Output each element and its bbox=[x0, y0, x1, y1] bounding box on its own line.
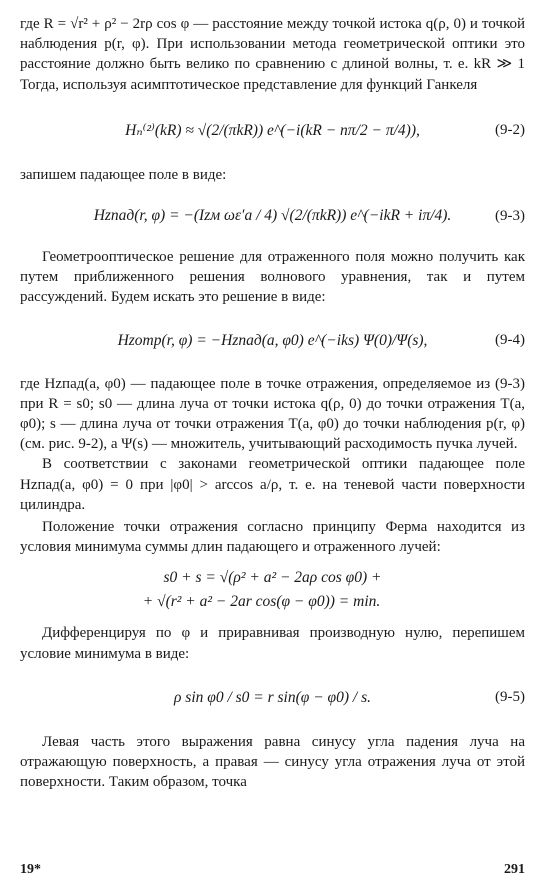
equation-9-3 bbox=[20, 185, 525, 247]
paragraph-5: В соответствии с законами геометрической оптики падающее поле Hzпад(a, φ0) = 0 при |φ0| > arccos a/ρ, т. е. на теневой части поверхности цилиндра. bbox=[20, 456, 525, 513]
paragraph-6: Положение точки отражения согласно принципу Ферма находится из условия минимума суммы длин падающего и отраженного лучей: bbox=[20, 519, 525, 556]
equation-9-4 bbox=[20, 308, 525, 374]
equation-9-3-number: (9-3) bbox=[495, 207, 525, 224]
paragraph-2: запишем падающее поле в виде: bbox=[20, 166, 227, 183]
equation-fermat-line-2: + √(r² + a² − 2ar cos(φ − φ0)) = min. bbox=[142, 593, 381, 611]
paragraph-3: Геометрооптическое решение для отраженного поля можно получить как путем приближенного решения волнового уравнения, так и путем рассуждений. Будем искать это решение в виде: bbox=[20, 249, 525, 306]
paragraph-1: где R = √r² + ρ² − 2rρ cos φ — расстояние между точкой истока q(ρ, 0) и точкой наблюдения p(r, φ). При использовании метода геометрической оптики это расстояние должно быть велико по сравнению с длиной волны, т. е. kR ≫ 1 Тогда, используя асимптотическое представление для функций Ганкеля bbox=[20, 16, 525, 93]
paragraph-8: Левая часть этого выражения равна синусу угла падения луча на отражающую поверхность, а правая — синусу угла отражения луча от этой поверхности. Таким образом, точка bbox=[20, 733, 525, 791]
equation-9-2-number: (9-2) bbox=[495, 122, 525, 139]
paragraph-4: где Hzпад(a, φ0) — падающее поле в точке отражения, определяемое из (9-3) при R = s0; s0 — длина луча от точки истока q(ρ, 0) до точки отражения T(a, φ0); s — длина луча от точки отражения T(a, φ0) до точки наблюдения p(r, φ) (см. рис. 9-2), а Ψ(s) — множитель, учитывающий расходимость пучка лучей. bbox=[20, 375, 525, 453]
equation-9-4-body: Hzотр(r, φ) = −Hzпад(a, φ0) e^(−iks) Ψ(0)/Ψ(s), bbox=[117, 331, 428, 349]
equation-9-5 bbox=[20, 664, 525, 732]
equation-9-5-body: ρ sin φ0 / s0 = r sin(φ − φ0) / s. bbox=[173, 688, 372, 706]
page-footer bbox=[20, 862, 525, 878]
paragraph-7: Дифференцируя по φ и приравнивая производную нулю, перепишем условие минимума в виде: bbox=[20, 625, 525, 662]
equation-9-4-number: (9-4) bbox=[495, 332, 525, 349]
equation-9-5-number: (9-5) bbox=[495, 689, 525, 706]
page-number: 291 bbox=[504, 862, 525, 877]
equation-9-2 bbox=[20, 97, 525, 165]
equation-fermat-line-1: s0 + s = √(ρ² + a² − 2aρ cos φ0) + bbox=[163, 569, 382, 587]
equation-fermat bbox=[20, 557, 525, 623]
equation-9-3-body: Hzпад(r, φ) = −(Izм ωε′a / 4) √(2/(πkR)) e^(−ikR + iπ/4). bbox=[93, 207, 452, 225]
equation-9-2-body: Hₙ⁽²⁾(kR) ≈ √(2/(πkR)) e^(−i(kR − nπ/2 − π/4)), bbox=[125, 122, 420, 140]
signature-mark: 19* bbox=[20, 862, 41, 877]
